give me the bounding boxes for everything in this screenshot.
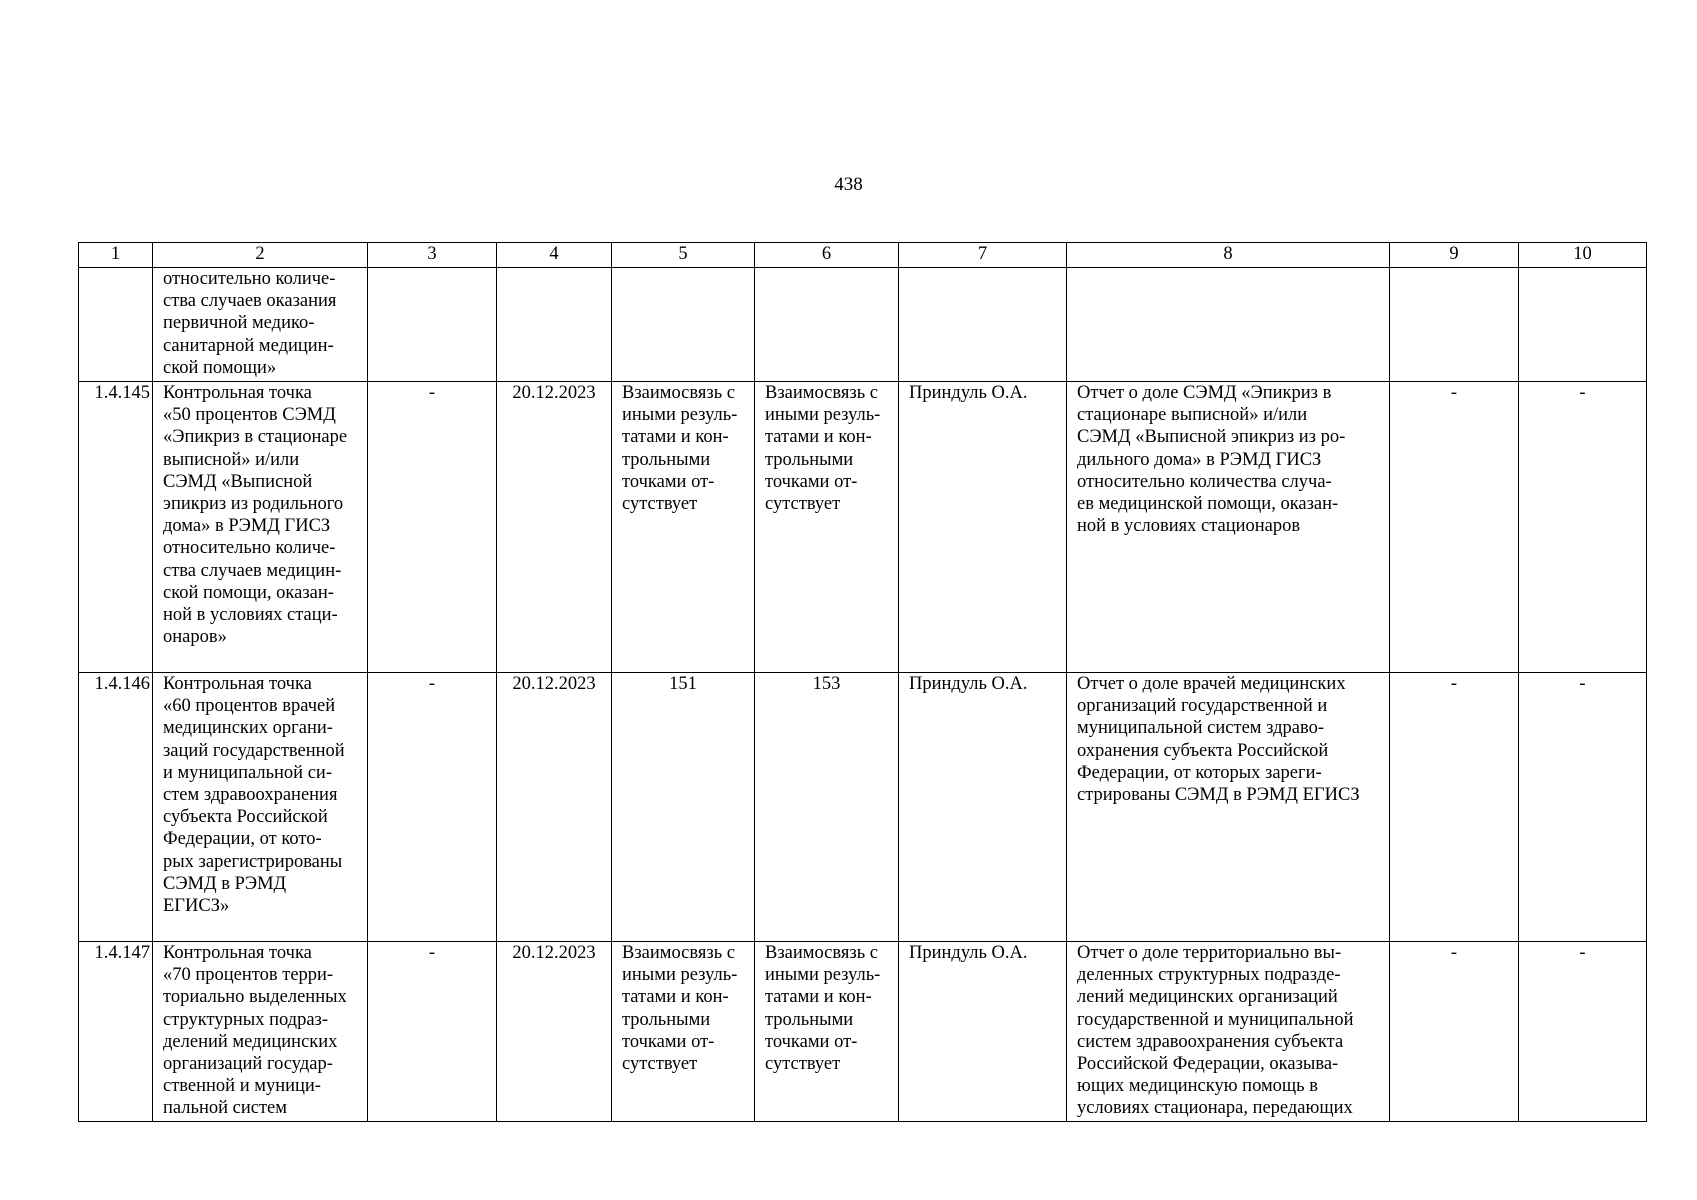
result-document-line: систем здравоохранения субъекта — [1077, 1031, 1344, 1052]
header-cell: 3 — [368, 243, 497, 268]
description-line: ториально выделенных — [163, 987, 347, 1008]
header-cell: 7 — [899, 243, 1067, 268]
end-date-cell: 20.12.2023 — [497, 673, 612, 942]
description-line: структурных подраз- — [163, 1009, 329, 1030]
description-line: Контрольная точка — [163, 383, 312, 403]
successor-line: иными резуль- — [765, 965, 881, 986]
description-line: «60 процентов врачей — [163, 696, 336, 717]
description-line: Федерации, от кото- — [163, 829, 322, 850]
description-cell — [153, 382, 368, 673]
header-cell: 9 — [1390, 243, 1519, 268]
successor-line: 153 — [812, 674, 841, 694]
level-cell — [1390, 268, 1519, 382]
description-cell — [153, 942, 368, 1122]
result-document-cell — [1067, 673, 1390, 942]
predecessor-cell — [612, 268, 755, 382]
header-cell: 2 — [153, 243, 368, 268]
result-document-line: Федерации, от которых зареги- — [1077, 762, 1322, 783]
result-document-line: ев медицинской помощи, оказан- — [1077, 494, 1339, 515]
result-document-cell — [1067, 268, 1390, 382]
result-document-line: ющих медицинскую помощь в — [1077, 1076, 1318, 1097]
predecessor-cell — [612, 942, 755, 1122]
description-line: СЭМД в РЭМД — [163, 873, 287, 894]
responsible-cell — [899, 268, 1067, 382]
end-date-cell: 20.12.2023 — [497, 942, 612, 1122]
description-line: и муниципальной си- — [163, 762, 332, 783]
successor-line: сутствует — [765, 1054, 841, 1075]
successor-line: Взаимосвязь с — [765, 383, 878, 403]
description-cell — [153, 673, 368, 942]
row-number-cell — [79, 268, 153, 382]
description-line: ской помощи» — [163, 357, 277, 378]
successor-cell — [755, 268, 899, 382]
description-line: Контрольная точка — [163, 674, 312, 694]
predecessor-line: точками от- — [622, 1031, 715, 1052]
result-document-line: условиях стационара, передающих — [1077, 1098, 1353, 1119]
description-line: медицинских органи- — [163, 718, 333, 739]
description-line: дома» в РЭМД ГИСЗ — [163, 516, 331, 537]
header-cell: 6 — [755, 243, 899, 268]
description-line: Контрольная точка — [163, 943, 312, 963]
start-date-cell — [368, 268, 497, 382]
description-line: «50 процентов СЭМД — [163, 405, 336, 426]
predecessor-cell — [612, 673, 755, 942]
description-line: рых зарегистрированы — [163, 851, 343, 872]
description-line: эпикриз из родильного — [163, 494, 344, 515]
level-cell: - — [1390, 942, 1519, 1122]
header-cell: 4 — [497, 243, 612, 268]
table-row — [79, 382, 1647, 673]
predecessor-line: иными резуль- — [622, 405, 738, 426]
predecessor-line: точками от- — [622, 471, 715, 492]
predecessor-line: татами и кон- — [622, 427, 729, 448]
description-line: стем здравоохранения — [163, 785, 338, 806]
predecessor-line: 151 — [669, 674, 697, 694]
description-line: «70 процентов терри- — [163, 965, 334, 986]
end-date-cell: 20.12.2023 — [497, 382, 612, 673]
predecessor-line: татами и кон- — [622, 987, 729, 1008]
predecessor-line: трольными — [622, 1009, 711, 1030]
result-document-line: охранения субъекта Российской — [1077, 740, 1329, 761]
result-document-cell — [1067, 382, 1390, 673]
description-line: «Эпикриз в стационаре — [163, 427, 348, 448]
successor-cell — [755, 942, 899, 1122]
table-row — [79, 942, 1647, 1122]
description-line: заций государственной — [163, 740, 345, 761]
responsible-cell: Приндуль О.А. — [899, 942, 1067, 1122]
description-line: пальной систем — [163, 1098, 287, 1119]
description-line: организаций государ- — [163, 1054, 333, 1075]
result-document-line: дильного дома» в РЭМД ГИСЗ — [1077, 449, 1322, 470]
result-document-line: государственной и муниципальной — [1077, 1009, 1354, 1030]
result-document-cell — [1067, 942, 1390, 1122]
predecessor-line: трольными — [622, 449, 711, 470]
result-document-line: Отчет о доле СЭМД «Эпикриз в — [1077, 383, 1332, 403]
predecessor-line: сутствует — [622, 1054, 698, 1075]
table-row — [79, 673, 1647, 942]
result-document-line: организаций государственной и — [1077, 696, 1328, 717]
description-line: санитарной медицин- — [163, 335, 334, 356]
page-number: 438 — [834, 174, 863, 195]
extra-cell: - — [1519, 942, 1647, 1122]
successor-line: трольными — [765, 449, 854, 470]
row-number-cell: 1.4.145 — [79, 382, 153, 673]
header-row — [79, 243, 1647, 268]
header-cell: 5 — [612, 243, 755, 268]
result-document-line: СЭМД «Выписной эпикриз из ро- — [1077, 427, 1346, 448]
level-cell: - — [1390, 382, 1519, 673]
successor-cell — [755, 382, 899, 673]
successor-line: сутствует — [765, 494, 841, 515]
row-number-cell: 1.4.146 — [79, 673, 153, 942]
result-document-line: деленных структурных подразде- — [1077, 965, 1341, 986]
result-document-line: Отчет о доле врачей медицинских — [1077, 674, 1346, 694]
description-line: делений медицинских — [163, 1031, 338, 1052]
successor-line: Взаимосвязь с — [765, 943, 878, 963]
description-line: ства случаев медицин- — [163, 560, 342, 581]
successor-line: трольными — [765, 1009, 854, 1030]
extra-cell: - — [1519, 382, 1647, 673]
description-line: ственной и муници- — [163, 1076, 321, 1097]
plan-table — [78, 242, 1647, 1122]
predecessor-line: Взаимосвязь с — [622, 383, 735, 403]
start-date-cell: - — [368, 673, 497, 942]
start-date-cell: - — [368, 382, 497, 673]
successor-line: татами и кон- — [765, 987, 872, 1008]
successor-line: татами и кон- — [765, 427, 872, 448]
description-line: первичной медико- — [163, 313, 315, 334]
result-document-line: ной в условиях стационаров — [1077, 516, 1301, 537]
successor-line: иными резуль- — [765, 405, 881, 426]
result-document-line: стрированы СЭМД в РЭМД ЕГИСЗ — [1077, 785, 1360, 806]
result-document-line: Российской Федерации, оказыва- — [1077, 1054, 1339, 1075]
description-line: ЕГИСЗ» — [163, 896, 230, 917]
result-document-line: стационаре выписной» и/или — [1077, 405, 1308, 426]
result-document-line: лений медицинских организаций — [1077, 987, 1338, 1008]
description-line: онаров» — [163, 627, 227, 648]
end-date-cell — [497, 268, 612, 382]
extra-cell — [1519, 268, 1647, 382]
result-document-line: Отчет о доле территориально вы- — [1077, 943, 1342, 963]
responsible-cell: Приндуль О.А. — [899, 673, 1067, 942]
level-cell: - — [1390, 673, 1519, 942]
result-document-line: муниципальной систем здраво- — [1077, 718, 1324, 739]
table-row — [79, 268, 1647, 382]
responsible-cell: Приндуль О.А. — [899, 382, 1067, 673]
start-date-cell: - — [368, 942, 497, 1122]
predecessor-line: иными резуль- — [622, 965, 738, 986]
successor-line: точками от- — [765, 471, 858, 492]
description-line: ной в условиях стаци- — [163, 605, 338, 626]
header-cell: 10 — [1519, 243, 1647, 268]
result-document-line: относительно количества случа- — [1077, 471, 1332, 492]
predecessor-line: Взаимосвязь с — [622, 943, 735, 963]
description-line: относительно количе- — [163, 538, 336, 559]
row-number-cell: 1.4.147 — [79, 942, 153, 1122]
header-cell: 1 — [79, 243, 153, 268]
description-line: ской помощи, оказан- — [163, 582, 334, 603]
header-cell: 8 — [1067, 243, 1390, 268]
description-line: СЭМД «Выписной — [163, 471, 313, 492]
description-cell — [153, 268, 368, 382]
description-line: ства случаев оказания — [163, 291, 337, 312]
successor-cell — [755, 673, 899, 942]
predecessor-cell — [612, 382, 755, 673]
predecessor-line: сутствует — [622, 494, 698, 515]
extra-cell: - — [1519, 673, 1647, 942]
description-line: субъекта Российской — [163, 807, 328, 828]
description-line: относительно количе- — [163, 269, 336, 289]
successor-line: точками от- — [765, 1031, 858, 1052]
description-line: выписной» и/или — [163, 449, 300, 470]
